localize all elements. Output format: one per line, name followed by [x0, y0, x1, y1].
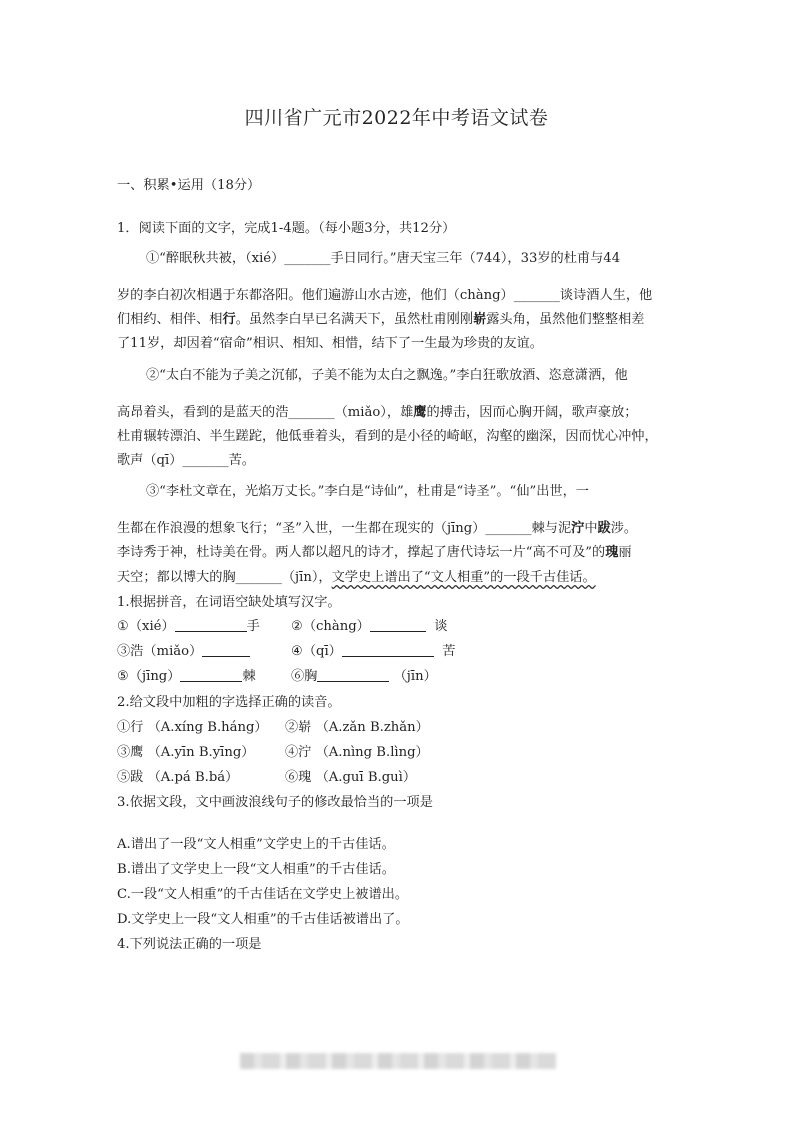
exam-title: 四川省广元市2022年中考语文试卷	[244, 107, 549, 129]
wavy-underlined-sentence: 文学史上谱出了“文人相重”的一段千古佳话。	[331, 570, 596, 585]
answer-blank[interactable]	[370, 617, 426, 632]
word-suffix: 棘	[242, 669, 256, 684]
reading-option-3: ③鹰 （A.yīn B.yīng）	[117, 745, 255, 760]
subquestion-3-stem: 3.依据文段，文中画波浪线句子的修改最恰当的一项是	[117, 795, 433, 810]
reading-option-1: ①行 （A.xíng B.háng）	[117, 720, 268, 735]
text-span: 中	[584, 521, 598, 536]
answer-blank[interactable]	[202, 642, 250, 657]
pinyin-label: ⑤（jīng）	[117, 669, 181, 684]
blurred-footer-watermark	[240, 1053, 556, 1069]
bold-char-gui: 瑰	[605, 545, 619, 560]
pinyin-label: ④（qī）	[291, 644, 342, 659]
pinyin-label: ⑥胸	[291, 669, 318, 684]
text-span: 高昂着头，看到的是蓝天的浩_______（miǎo），雄	[117, 405, 414, 420]
fill-item-3	[117, 642, 250, 662]
question-1-intro: 1．阅读下面的文字，完成1-4题。（每小题3分，共12分）	[117, 221, 456, 236]
reading-option-6: ⑥瑰 （A.guī B.guì）	[285, 770, 417, 785]
word-suffix: （jīn）	[393, 669, 437, 684]
answer-blank[interactable]	[175, 617, 247, 632]
pinyin-label: ②（chàng）	[291, 619, 370, 634]
text-span: 的搏击，因而心胸开阔，歌声豪放；	[426, 405, 638, 420]
text-span: 露头角，虽然他们整整相差	[486, 312, 645, 327]
word-suffix: 苦	[442, 644, 456, 659]
fill-item-4	[291, 642, 455, 662]
subquestion-1-stem: 1.根据拼音，在词语空缺处填写汉字。	[117, 595, 341, 610]
fill-item-6	[291, 667, 437, 687]
passage-paragraph-3-line-4	[117, 568, 596, 588]
bold-char-ning: 泞	[571, 521, 585, 536]
passage-paragraph-1-line-3	[117, 310, 645, 330]
passage-paragraph-2-line-4: 歌声（qī）_______苦。	[117, 453, 255, 468]
fill-item-5	[117, 667, 256, 687]
choice-d: D.文学史上一段“文人相重”的千古佳话被谱出了。	[117, 912, 409, 927]
passage-paragraph-1-line-2: 岁的李白初次相遇于东都洛阳。他们遍游山水古迹，他们（chàng）_______谈诗酒人生，他	[117, 288, 653, 303]
text-span: 天空；都以博大的胸_______（jīn），	[117, 570, 332, 585]
passage-paragraph-2-line-1: ②“太白不能为子美之沉郁，子美不能为太白之飘逸。”李白狂歌放酒、恣意潇洒，他	[146, 368, 628, 383]
word-suffix: 谈	[434, 619, 448, 634]
pinyin-label: ①（xié）	[117, 619, 175, 634]
passage-paragraph-3-line-2	[117, 519, 637, 539]
pinyin-label: ③浩（miǎo）	[117, 644, 203, 659]
choice-c: C.一段“文人相重”的千古佳话在文学史上被谱出。	[117, 887, 409, 902]
answer-blank[interactable]	[317, 667, 389, 682]
passage-paragraph-2-line-3: 杜甫辗转漂泊、半生蹉跎，他低垂着头，看到的是小径的崎岖，沟壑的幽深，因而忧心冲忡，	[117, 429, 658, 444]
bold-char-zhan: 崭	[473, 312, 487, 327]
text-span: 李诗秀于神，杜诗美在骨。两人都以超凡的诗才，撑起了唐代诗坛一片“高不可及”的	[117, 545, 606, 560]
choice-b: B.谱出了文学史上一段“文人相重”的千古佳话。	[117, 862, 395, 877]
passage-paragraph-3-line-1: ③“李杜文章在，光焰万丈长。”李白是“诗仙”，杜甫是“诗圣”。“仙”出世，一	[146, 484, 589, 499]
bold-char-xing: 行	[222, 312, 236, 327]
subquestion-4-stem: 4.下列说法正确的一项是	[117, 937, 262, 952]
answer-blank[interactable]	[180, 667, 242, 682]
word-suffix: 手	[246, 619, 260, 634]
text-span: 。虽然李白早已名满天下，虽然杜甫刚刚	[235, 312, 474, 327]
reading-option-2: ②崭 （A.zǎn B.zhǎn）	[285, 720, 429, 735]
passage-paragraph-1-line-4: 了11岁，却因着“宿命”相识、相知、相惜，结下了一生最为珍贵的友谊。	[117, 336, 543, 351]
fill-item-1	[117, 617, 260, 637]
bold-char-ying: 鹰	[413, 405, 427, 420]
passage-paragraph-1-line-1: ①“醉眠秋共被，（xié）_______手日同行。”唐天宝三年（744），33岁的杜甫与44	[146, 251, 621, 266]
section-heading: 一、积累•运用（18分）	[117, 178, 261, 193]
passage-paragraph-3-line-3	[117, 543, 632, 563]
passage-paragraph-2-line-2	[117, 403, 637, 423]
text-span: 们相约、相伴、相	[117, 312, 223, 327]
subquestion-2-stem: 2.给文段中加粗的字选择正确的读音。	[117, 695, 341, 710]
text-span: 涉。	[610, 521, 638, 536]
text-span: 生都在作浪漫的想象飞行；“圣”入世，一生都在现实的（jīng）_______棘与泥	[117, 521, 572, 536]
text-span: 丽	[618, 545, 632, 560]
choice-a: A.谱出了一段“文人相重”文学史上的千古佳话。	[117, 837, 395, 852]
fill-item-2	[291, 617, 447, 637]
reading-option-4: ④泞 （A.nìng B.lìng）	[285, 745, 429, 760]
bold-char-ba: 跋	[597, 521, 611, 536]
reading-option-5: ⑤跋 （A.pá B.bá）	[117, 770, 239, 785]
answer-blank[interactable]	[342, 642, 434, 657]
